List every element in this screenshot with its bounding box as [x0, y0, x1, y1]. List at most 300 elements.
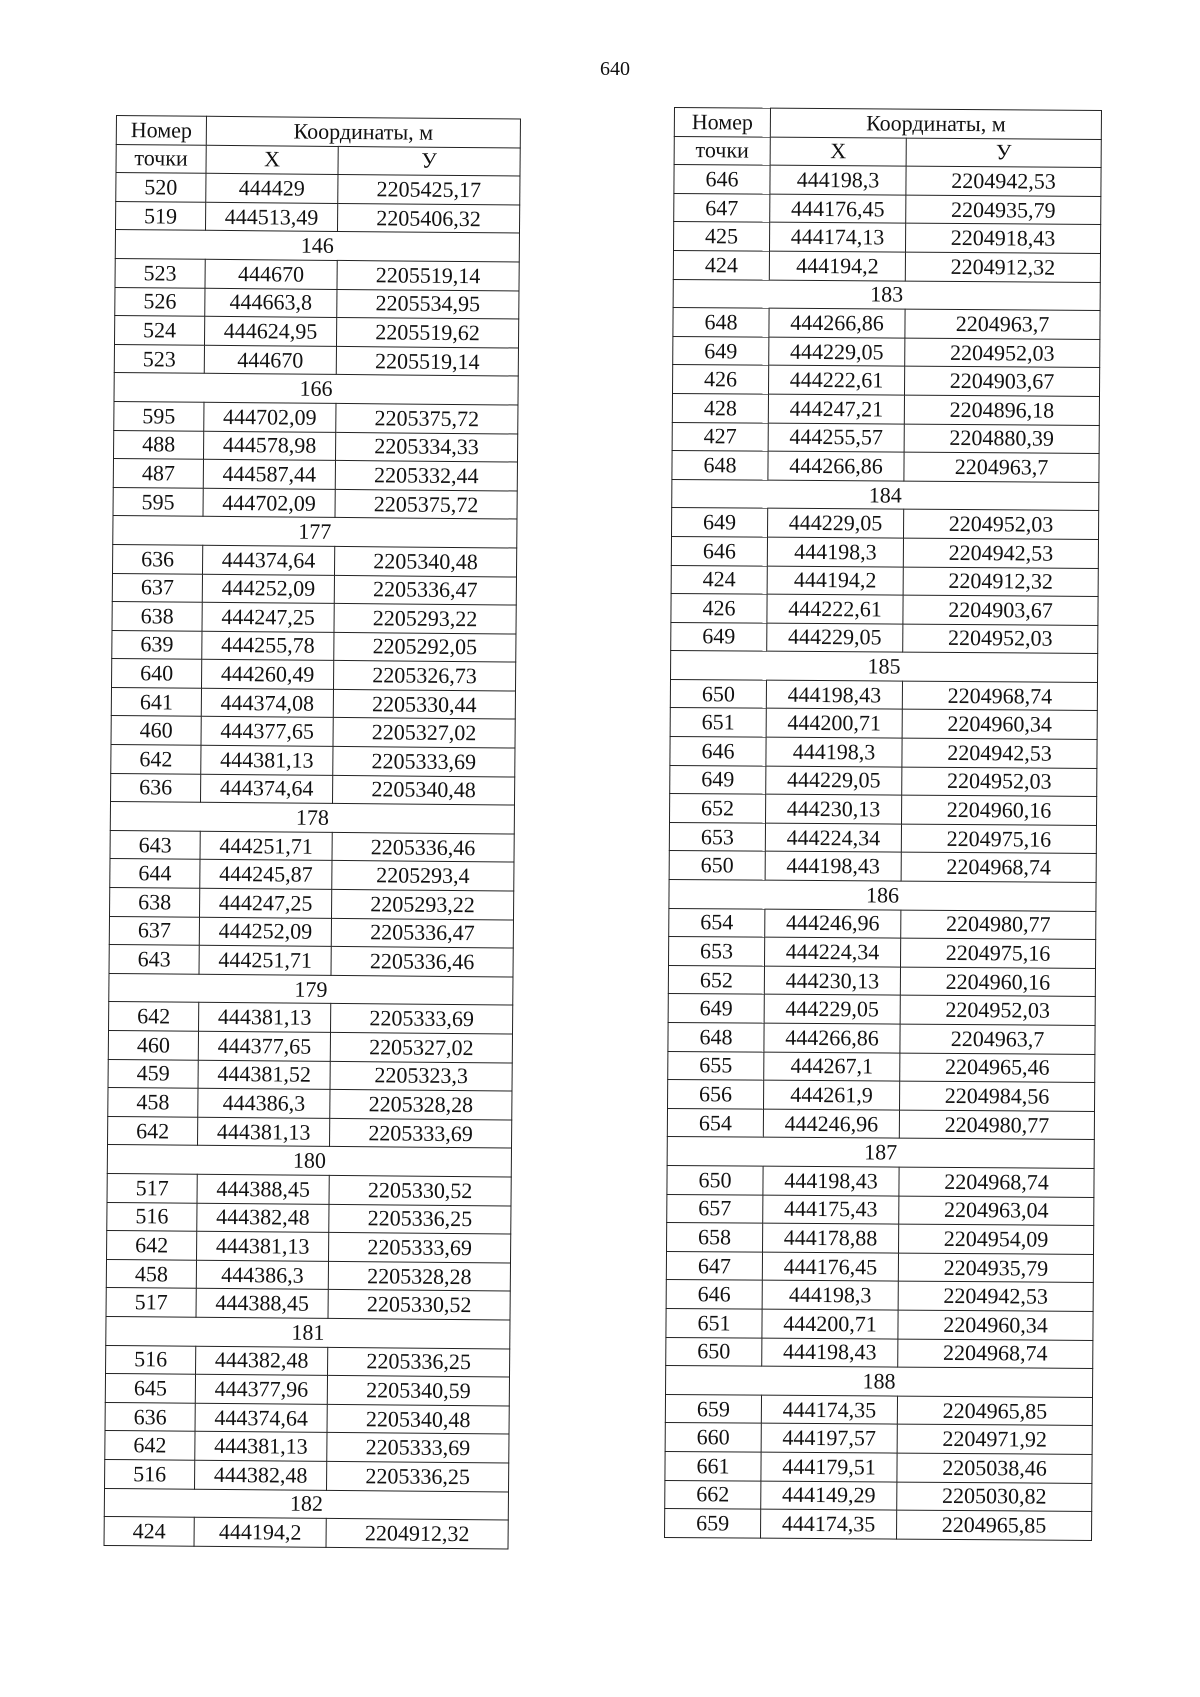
x-coordinate-cell: 444382,48 [196, 1346, 328, 1376]
table-row [668, 994, 1095, 1026]
y-coordinate-cell: 2205332,44 [335, 461, 517, 491]
table-row [674, 193, 1101, 225]
point-number-cell: 660 [665, 1423, 761, 1452]
y-coordinate-cell: 2205340,48 [334, 546, 516, 576]
x-coordinate-cell: 444381,13 [195, 1432, 327, 1462]
section-row [110, 802, 514, 834]
coordinates-table-right [664, 107, 1102, 1541]
point-number-cell: 427 [672, 422, 768, 451]
point-number-cell: 651 [670, 708, 766, 737]
x-coordinate-cell: 444178,88 [763, 1223, 899, 1253]
point-number-cell: 595 [114, 401, 204, 430]
table-row [105, 1459, 509, 1491]
table-row [667, 1223, 1094, 1255]
y-coordinate-cell: 2204963,04 [899, 1196, 1094, 1226]
x-coordinate-cell: 444251,71 [200, 831, 332, 861]
table-row [671, 594, 1098, 626]
point-number-cell: 424 [673, 250, 769, 279]
table-row [109, 1002, 513, 1034]
table-row [668, 1051, 1095, 1083]
y-coordinate-cell: 2204942,53 [898, 1281, 1093, 1311]
point-number-cell: 460 [108, 1030, 198, 1059]
table-row [671, 565, 1098, 597]
table-row [112, 659, 516, 691]
table-row [107, 1202, 511, 1234]
section-number: 185 [671, 651, 1098, 683]
section-row [106, 1316, 510, 1348]
y-coordinate-cell: 2205519,14 [336, 346, 518, 376]
point-header-line2: точки [674, 136, 770, 165]
point-number-cell: 653 [669, 822, 765, 851]
section-number: 183 [673, 279, 1100, 311]
coords-header: Координаты, м [206, 116, 520, 147]
point-number-cell: 654 [669, 908, 765, 937]
point-number-cell: 524 [114, 316, 204, 345]
table-row [673, 222, 1100, 254]
y-coordinate-cell: 2205333,69 [327, 1433, 509, 1463]
point-number-cell: 516 [107, 1202, 197, 1231]
x-coordinate-cell: 444624,95 [204, 316, 336, 346]
section-row [113, 516, 517, 548]
table-row [670, 794, 1097, 826]
x-coordinate-cell: 444176,45 [770, 194, 906, 224]
table-row [665, 1480, 1092, 1512]
x-coordinate-cell: 444266,86 [768, 451, 904, 481]
y-coordinate-cell: 2205340,48 [327, 1404, 509, 1434]
table-row [668, 1080, 1095, 1112]
y-coordinate-cell: 2204935,79 [906, 195, 1101, 225]
y-coordinate-cell: 2204960,16 [902, 795, 1097, 825]
point-number-cell: 526 [115, 287, 205, 316]
table-row [670, 708, 1097, 740]
table-row [111, 687, 515, 719]
point-number-cell: 658 [667, 1223, 763, 1252]
y-coordinate-cell: 2204954,09 [899, 1224, 1094, 1254]
x-coordinate-cell: 444230,13 [764, 966, 900, 996]
point-number-cell: 643 [110, 830, 200, 859]
y-coordinate-cell: 2204952,03 [903, 624, 1098, 654]
table-row [105, 1402, 509, 1434]
table-row [673, 365, 1100, 397]
section-number: 184 [672, 479, 1099, 511]
y-coordinate-cell: 2205336,47 [334, 575, 516, 605]
y-coordinate-cell: 2204952,03 [902, 767, 1097, 797]
y-coordinate-cell: 2204965,85 [897, 1396, 1092, 1426]
y-coordinate-cell: 2205326,73 [333, 661, 515, 691]
x-coordinate-cell: 444174,35 [761, 1509, 897, 1539]
table-row [108, 1116, 512, 1148]
section-number: 187 [667, 1137, 1094, 1169]
table-row [107, 1231, 511, 1263]
coordinates-table-left [104, 115, 521, 1549]
point-number-cell: 516 [105, 1459, 195, 1488]
table-row [673, 308, 1100, 340]
table-row [669, 822, 1096, 854]
table-row [669, 851, 1096, 883]
point-number-cell: 424 [671, 565, 767, 594]
table-row [673, 336, 1100, 368]
y-coordinate-cell: 2204918,43 [905, 223, 1100, 253]
page-number: 640 [600, 58, 630, 80]
table-row [110, 888, 514, 920]
table-row [665, 1423, 1092, 1455]
point-number-cell: 646 [674, 165, 770, 194]
point-number-cell: 651 [666, 1308, 762, 1337]
y-coordinate-cell: 2204942,53 [902, 738, 1097, 768]
point-number-cell: 488 [114, 430, 204, 459]
table-row [113, 487, 517, 519]
x-coordinate-cell: 444374,08 [201, 688, 333, 718]
section-row [115, 230, 519, 262]
x-coordinate-cell: 444229,05 [769, 337, 905, 367]
table-row [105, 1374, 509, 1406]
table-row [109, 916, 513, 948]
x-coordinate-cell: 444198,43 [762, 1338, 898, 1368]
x-coordinate-cell: 444224,34 [765, 937, 901, 967]
point-number-cell: 656 [668, 1080, 764, 1109]
x-coordinate-cell: 444245,87 [200, 860, 332, 890]
section-row [104, 1488, 508, 1520]
x-coordinate-cell: 444194,2 [194, 1517, 326, 1547]
x-coordinate-cell: 444381,13 [198, 1117, 330, 1147]
y-coordinate-cell: 2204903,67 [903, 595, 1098, 625]
x-coordinate-cell: 444429 [206, 173, 338, 203]
table-row [667, 1108, 1094, 1140]
point-number-cell: 638 [112, 602, 202, 631]
table-row [114, 401, 518, 433]
y-coordinate-cell: 2204880,39 [904, 424, 1099, 454]
point-number-cell: 648 [668, 1022, 764, 1051]
y-coordinate-cell: 2205038,46 [897, 1453, 1092, 1483]
x-coordinate-cell: 444381,52 [198, 1060, 330, 1090]
point-number-cell: 426 [671, 594, 767, 623]
point-number-cell: 460 [111, 716, 201, 745]
table-row [674, 165, 1101, 197]
x-coordinate-cell: 444377,96 [195, 1374, 327, 1404]
x-coordinate-cell: 444670 [205, 259, 337, 289]
y-coordinate-cell: 2205030,82 [897, 1482, 1092, 1512]
y-coordinate-cell: 2204912,32 [326, 1518, 508, 1548]
y-coordinate-cell: 2205425,17 [338, 175, 520, 205]
point-number-cell: 652 [670, 794, 766, 823]
point-number-cell: 425 [673, 222, 769, 251]
point-number-cell: 653 [669, 937, 765, 966]
table-row [669, 937, 1096, 969]
y-coordinate-cell: 2204960,34 [898, 1310, 1093, 1340]
point-number-cell: 458 [108, 1088, 198, 1117]
x-coordinate-cell: 444381,13 [201, 745, 333, 775]
section-row [669, 880, 1096, 912]
point-number-cell: 459 [108, 1059, 198, 1088]
x-coordinate-cell: 444229,05 [767, 623, 903, 653]
point-number-cell: 655 [668, 1051, 764, 1080]
point-number-cell: 647 [674, 193, 770, 222]
x-coordinate-cell: 444200,71 [762, 1309, 898, 1339]
table-row [669, 908, 1096, 940]
x-coordinate-cell: 444251,71 [199, 945, 331, 975]
y-coordinate-cell: 2205519,14 [337, 260, 519, 290]
y-coordinate-cell: 2204965,46 [900, 1053, 1095, 1083]
table-row [671, 622, 1098, 654]
y-coordinate-cell: 2204960,34 [902, 710, 1097, 740]
table-row [110, 859, 514, 891]
y-coordinate-cell: 2204965,85 [897, 1510, 1092, 1540]
point-number-cell: 659 [665, 1509, 761, 1538]
x-coordinate-cell: 444386,3 [198, 1088, 330, 1118]
y-coordinate-cell: 2204942,53 [903, 538, 1098, 568]
y-coordinate-cell: 2204975,16 [901, 824, 1096, 854]
y-coordinate-cell: 2205330,52 [328, 1290, 510, 1320]
table-row [670, 737, 1097, 769]
x-coordinate-cell: 444179,51 [761, 1452, 897, 1482]
table-row [108, 1059, 512, 1091]
y-coordinate-cell: 2204896,18 [904, 395, 1099, 425]
x-header: X [770, 137, 906, 167]
x-coordinate-cell: 444252,09 [199, 917, 331, 947]
point-number-cell: 640 [112, 659, 202, 688]
x-coordinate-cell: 444229,05 [766, 766, 902, 796]
coords-header: Координаты, м [770, 108, 1101, 139]
y-coordinate-cell: 2205328,28 [328, 1261, 510, 1291]
x-coordinate-cell: 444229,05 [767, 508, 903, 538]
point-number-cell: 644 [110, 859, 200, 888]
point-header-line2: точки [116, 144, 206, 173]
point-number-cell: 642 [109, 1002, 199, 1031]
y-coordinate-cell: 2205330,52 [329, 1175, 511, 1205]
y-coordinate-cell: 2205336,25 [327, 1461, 509, 1491]
table-row [672, 393, 1099, 425]
point-number-cell: 636 [105, 1402, 195, 1431]
x-coordinate-cell: 444267,1 [764, 1052, 900, 1082]
table-row [670, 765, 1097, 797]
y-coordinate-cell: 2205336,46 [331, 947, 513, 977]
x-coordinate-cell: 444194,2 [769, 251, 905, 281]
y-coordinate-cell: 2204975,16 [901, 938, 1096, 968]
y-coordinate-cell: 2204903,67 [904, 366, 1099, 396]
point-number-cell: 642 [105, 1431, 195, 1460]
point-number-cell: 428 [672, 393, 768, 422]
table-header [674, 108, 1101, 168]
x-coordinate-cell: 444198,3 [762, 1280, 898, 1310]
section-number: 166 [114, 373, 518, 405]
x-coordinate-cell: 444198,43 [766, 680, 902, 710]
point-number-cell: 645 [105, 1374, 195, 1403]
x-coordinate-cell: 444252,09 [202, 574, 334, 604]
x-coordinate-cell: 444381,13 [199, 1003, 331, 1033]
x-coordinate-cell: 444198,43 [763, 1166, 899, 1196]
y-header: У [338, 146, 520, 176]
x-coordinate-cell: 444246,96 [763, 1109, 899, 1139]
point-number-cell: 637 [109, 916, 199, 945]
y-coordinate-cell: 2205293,22 [334, 604, 516, 634]
table-row [114, 316, 518, 348]
point-number-cell: 650 [669, 851, 765, 880]
x-coordinate-cell: 444702,09 [204, 402, 336, 432]
section-number: 186 [669, 880, 1096, 912]
section-number: 179 [109, 973, 513, 1005]
table-row [108, 1030, 512, 1062]
table-row [665, 1394, 1092, 1426]
table-header [116, 116, 520, 177]
y-coordinate-cell: 2204952,03 [903, 509, 1098, 539]
y-coordinate-cell: 2205328,28 [330, 1090, 512, 1120]
y-coordinate-cell: 2204952,03 [900, 996, 1095, 1026]
y-coordinate-cell: 2204960,16 [900, 967, 1095, 997]
x-coordinate-cell: 444266,86 [764, 1023, 900, 1053]
x-coordinate-cell: 444224,34 [765, 823, 901, 853]
point-number-cell: 636 [113, 544, 203, 573]
y-coordinate-cell: 2205293,22 [332, 889, 514, 919]
y-coordinate-cell: 2205336,46 [332, 832, 514, 862]
point-number-cell: 636 [111, 773, 201, 802]
table-row [106, 1345, 510, 1377]
x-coordinate-cell: 444255,78 [202, 631, 334, 661]
section-number: 182 [104, 1488, 508, 1520]
table-row [665, 1509, 1092, 1541]
y-coordinate-cell: 2205327,02 [333, 718, 515, 748]
section-row [667, 1137, 1094, 1169]
table-row [668, 1022, 1095, 1054]
x-coordinate-cell: 444175,43 [763, 1195, 899, 1225]
table-row [112, 630, 516, 662]
point-number-cell: 649 [670, 765, 766, 794]
y-coordinate-cell: 2204968,74 [899, 1167, 1094, 1197]
x-coordinate-cell: 444702,09 [203, 488, 335, 518]
x-coordinate-cell: 444578,98 [203, 431, 335, 461]
point-number-cell: 646 [670, 737, 766, 766]
y-coordinate-cell: 2205336,47 [331, 918, 513, 948]
y-coordinate-cell: 2205333,69 [333, 746, 515, 776]
x-coordinate-cell: 444513,49 [205, 202, 337, 232]
y-coordinate-cell: 2204942,53 [906, 166, 1101, 196]
x-coordinate-cell: 444381,13 [197, 1231, 329, 1261]
y-coordinate-cell: 2204980,77 [901, 910, 1096, 940]
section-row [672, 479, 1099, 511]
table-row [109, 945, 513, 977]
y-coordinate-cell: 2205534,95 [337, 289, 519, 319]
point-number-cell: 648 [673, 308, 769, 337]
x-coordinate-cell: 444197,57 [761, 1423, 897, 1453]
point-number-cell: 642 [107, 1231, 197, 1260]
x-coordinate-cell: 444374,64 [201, 774, 333, 804]
point-number-cell: 643 [109, 945, 199, 974]
y-coordinate-cell: 2205292,05 [334, 632, 516, 662]
table-row [115, 258, 519, 290]
section-row [666, 1366, 1093, 1398]
table-body [665, 165, 1102, 1540]
point-number-cell: 661 [665, 1451, 761, 1480]
y-coordinate-cell: 2205336,25 [328, 1347, 510, 1377]
y-header: У [906, 138, 1101, 168]
x-coordinate-cell: 444174,13 [769, 223, 905, 253]
point-header-line1: Номер [116, 116, 206, 145]
y-coordinate-cell: 2204935,79 [898, 1253, 1093, 1283]
section-number: 181 [106, 1316, 510, 1348]
x-coordinate-cell: 444222,61 [768, 366, 904, 396]
x-coordinate-cell: 444246,96 [765, 909, 901, 939]
x-coordinate-cell: 444382,48 [197, 1203, 329, 1233]
x-coordinate-cell: 444149,29 [761, 1481, 897, 1511]
point-number-cell: 652 [668, 965, 764, 994]
table-row [673, 250, 1100, 282]
section-row [107, 1145, 511, 1177]
point-number-cell: 647 [666, 1251, 762, 1280]
table-row [115, 287, 519, 319]
table-row [107, 1173, 511, 1205]
y-coordinate-cell: 2205340,59 [327, 1376, 509, 1406]
point-number-cell: 637 [112, 573, 202, 602]
point-number-cell: 649 [668, 994, 764, 1023]
table-row [670, 679, 1097, 711]
y-coordinate-cell: 2205336,25 [329, 1204, 511, 1234]
point-number-cell: 426 [673, 365, 769, 394]
x-coordinate-cell: 444587,44 [203, 459, 335, 489]
y-coordinate-cell: 2204952,03 [905, 338, 1100, 368]
point-number-cell: 650 [670, 679, 766, 708]
table-row [671, 536, 1098, 568]
point-number-cell: 649 [671, 622, 767, 651]
y-coordinate-cell: 2204968,74 [901, 853, 1096, 883]
point-number-cell: 517 [106, 1288, 196, 1317]
point-number-cell: 642 [111, 745, 201, 774]
table-row [667, 1165, 1094, 1197]
point-number-cell: 516 [106, 1345, 196, 1374]
x-coordinate-cell: 444198,3 [766, 737, 902, 767]
table-row [111, 745, 515, 777]
y-coordinate-cell: 2204968,74 [898, 1339, 1093, 1369]
point-number-cell: 523 [114, 344, 204, 373]
x-coordinate-cell: 444229,05 [764, 995, 900, 1025]
x-coordinate-cell: 444377,65 [201, 717, 333, 747]
section-number: 178 [110, 802, 514, 834]
y-coordinate-cell: 2204912,32 [903, 567, 1098, 597]
y-coordinate-cell: 2205375,72 [336, 403, 518, 433]
y-coordinate-cell: 2205519,62 [336, 318, 518, 348]
point-number-cell: 648 [672, 451, 768, 480]
table-body [104, 173, 520, 1549]
table-row [113, 544, 517, 576]
table-row [106, 1259, 510, 1291]
point-number-cell: 523 [115, 258, 205, 287]
point-number-cell: 638 [110, 888, 200, 917]
point-number-cell: 639 [112, 630, 202, 659]
y-coordinate-cell: 2205406,32 [337, 203, 519, 233]
point-number-cell: 519 [115, 201, 205, 230]
x-coordinate-cell: 444374,64 [202, 545, 334, 575]
table-row [666, 1337, 1093, 1369]
table-row [668, 965, 1095, 997]
x-coordinate-cell: 444198,43 [765, 852, 901, 882]
y-coordinate-cell: 2204912,32 [905, 252, 1100, 282]
section-number: 180 [107, 1145, 511, 1177]
point-number-cell: 595 [113, 487, 203, 516]
y-coordinate-cell: 2204968,74 [902, 681, 1097, 711]
x-coordinate-cell: 444198,3 [770, 165, 906, 195]
point-number-cell: 650 [666, 1337, 762, 1366]
point-number-cell: 659 [665, 1394, 761, 1423]
x-coordinate-cell: 444382,48 [195, 1460, 327, 1490]
y-coordinate-cell: 2205333,69 [331, 1004, 513, 1034]
x-coordinate-cell: 444247,25 [200, 888, 332, 918]
point-number-cell: 646 [671, 536, 767, 565]
section-row [109, 973, 513, 1005]
point-number-cell: 657 [667, 1194, 763, 1223]
table-row [115, 201, 519, 233]
x-coordinate-cell: 444255,57 [768, 423, 904, 453]
table-row [112, 602, 516, 634]
table-row [666, 1251, 1093, 1283]
x-coordinate-cell: 444247,21 [768, 394, 904, 424]
